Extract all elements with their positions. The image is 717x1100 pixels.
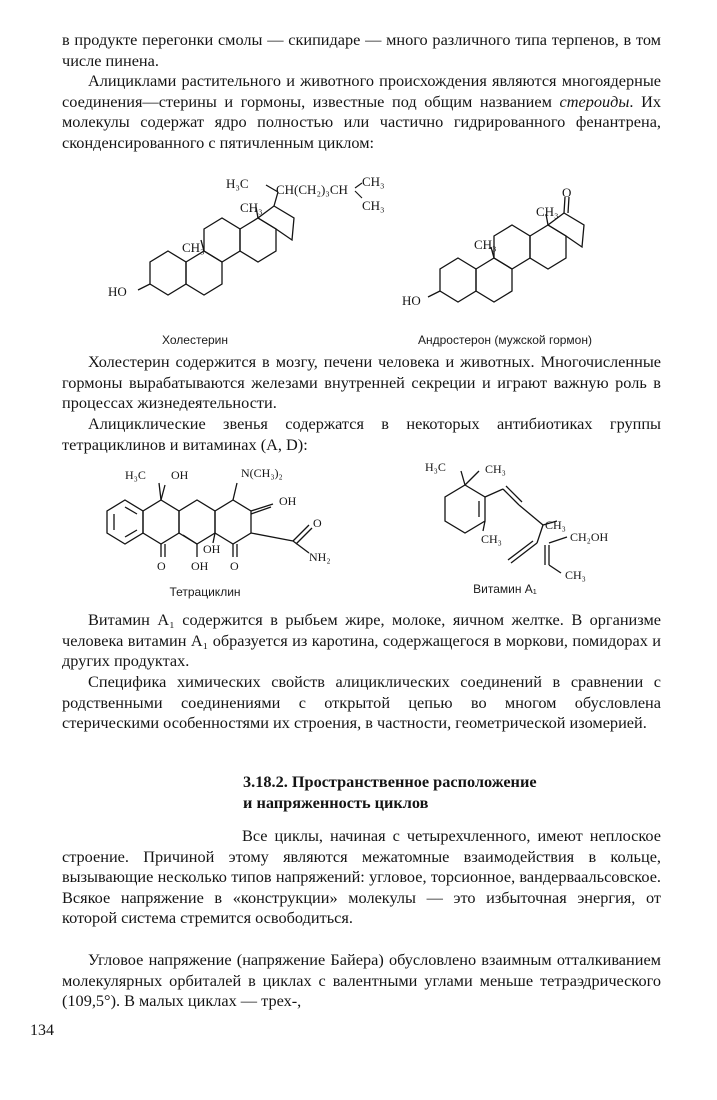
tetracycline-o-left: O <box>157 559 166 573</box>
cholesterol-ho: HO <box>108 284 127 299</box>
cholesterol-ch3-c: CH₃ <box>182 240 205 255</box>
cholesterol-side-chain: CH(CH₂)₃CH <box>276 182 348 197</box>
paragraph-alicyclic: Алициклические звенья содержатся в некоторых антибиотиках группы тетрациклинов и витаминах (A, D): <box>62 414 661 454</box>
androsterone-oxo: O <box>562 185 572 200</box>
cholesterol-ring-a <box>150 251 186 295</box>
vitamin-a-ch3-chain: CH₃ <box>545 518 566 532</box>
tetracycline-oh-bottom: OH <box>191 559 209 573</box>
cholesterol-ch3-bottom: CH₃ <box>362 198 385 213</box>
tetracycline-h3c: H₃C <box>125 468 146 482</box>
paragraph-angle-strain: Угловое напряжение (напряжение Байера) обусловлено взаимным отталкиванием молекулярных орбиталей в циклах с валентными углами меньше тетраэдрического (109,5°). В малых циклах — трех-, <box>62 950 661 1010</box>
vitamin-a-caption: Витамин A₁ <box>473 582 537 596</box>
steroids-text-b: . Их молекулы содержат ядро полностью или частично гидрированного фенантрена, сконденсированного с пятичленным циклом: <box>62 91 661 152</box>
vitamin-a-ch3-ring: CH₃ <box>481 532 502 546</box>
tetracycline-structure <box>95 455 375 580</box>
section-heading <box>243 772 663 813</box>
cholesterol-caption: Холестерин <box>162 333 228 347</box>
paragraph-vitamin-a: Витамин A₁ содержится в рыбьем жире, молоке, яичном желтке. В организме человека витамин A₁ образуется из каротина, содержащегося в моркови, помидорах и других продуктах. <box>62 610 661 670</box>
tetracycline-o-amide: O <box>313 516 322 530</box>
androsterone-ho: HO <box>402 293 421 308</box>
cholesterol-ring-c <box>204 218 240 262</box>
section-heading-line2: и напряженность циклов <box>243 792 429 812</box>
cholesterol-ring-d <box>240 218 276 262</box>
paragraph-steroids <box>62 71 661 153</box>
androsterone-ch3-c: CH₃ <box>474 237 497 252</box>
steroids-term: стероиды <box>559 91 630 111</box>
tetracycline-nh2: NH₂ <box>309 550 331 564</box>
androsterone-ch3-d: CH₃ <box>536 204 559 219</box>
androsterone-structure <box>400 185 630 325</box>
androsterone-caption: Андростерон (мужской гормон) <box>418 333 592 347</box>
cholesterol-h3c: H₃C <box>226 176 249 191</box>
paragraph-cycles: Все циклы, начиная с четырехчленного, имеют неплоское строение. Причиной этому являются межатомные взаимодействия в кольце, вызывающие несколько типов напряжений: угловое, торсионное, вандерваальсовское. Всякое напряжение в «конструкции» молекулы — это избыточная энергия, от которой система стремится освободиться. <box>62 826 661 927</box>
tetracycline-oh-top: OH <box>171 468 189 482</box>
paragraph-specifics: Специфика химических свойств алициклических соединений в сравнении с родственными соединениями с открытой цепью во многом обусловлена стерическими особенностями их строения, в частности, геометрической изомерией. <box>62 672 661 732</box>
vitamin-a-ch3-end: CH₃ <box>565 568 586 582</box>
vitamin-a-h3c: H₃C <box>425 460 446 474</box>
cholesterol-ch3-d: CH₃ <box>240 200 263 215</box>
paragraph-cholesterol: Холестерин содержится в мозгу, печени человека и животных. Многочисленные гормоны вырабатываются железами внутренней секреции и играют важную роль в процессах жизнедеятельности. <box>62 352 661 412</box>
cholesterol-ring-b <box>186 251 222 295</box>
tetracycline-oh-mid: OH <box>203 542 221 556</box>
tetracycline-o-right: O <box>230 559 239 573</box>
section-heading-line1: 3.18.2. Пространственное расположение <box>243 772 537 791</box>
cholesterol-structure <box>100 170 400 320</box>
vitamin-a-structure <box>415 455 655 585</box>
vitamin-a-ch3-a: CH₃ <box>485 462 506 476</box>
cholesterol-ch3-top: CH₃ <box>362 174 385 189</box>
vitamin-a-ch2oh: CH₂OH <box>570 530 609 544</box>
steroids-text-a: Алициклами растительного и животного происхождения являются многоядерные соединения—стерины и гормоны, известные под общим названием <box>62 71 661 111</box>
paragraph-terpenes: в продукте перегонки смолы — скипидаре — много различного типа терпенов, в том числе пинена. <box>62 30 661 70</box>
tetracycline-caption: Тетрациклин <box>169 585 241 599</box>
tetracycline-oh-right: OH <box>279 494 297 508</box>
tetracycline-nme2: N(CH₃)₂ <box>241 466 283 480</box>
page-number: 134 <box>30 1022 54 1039</box>
